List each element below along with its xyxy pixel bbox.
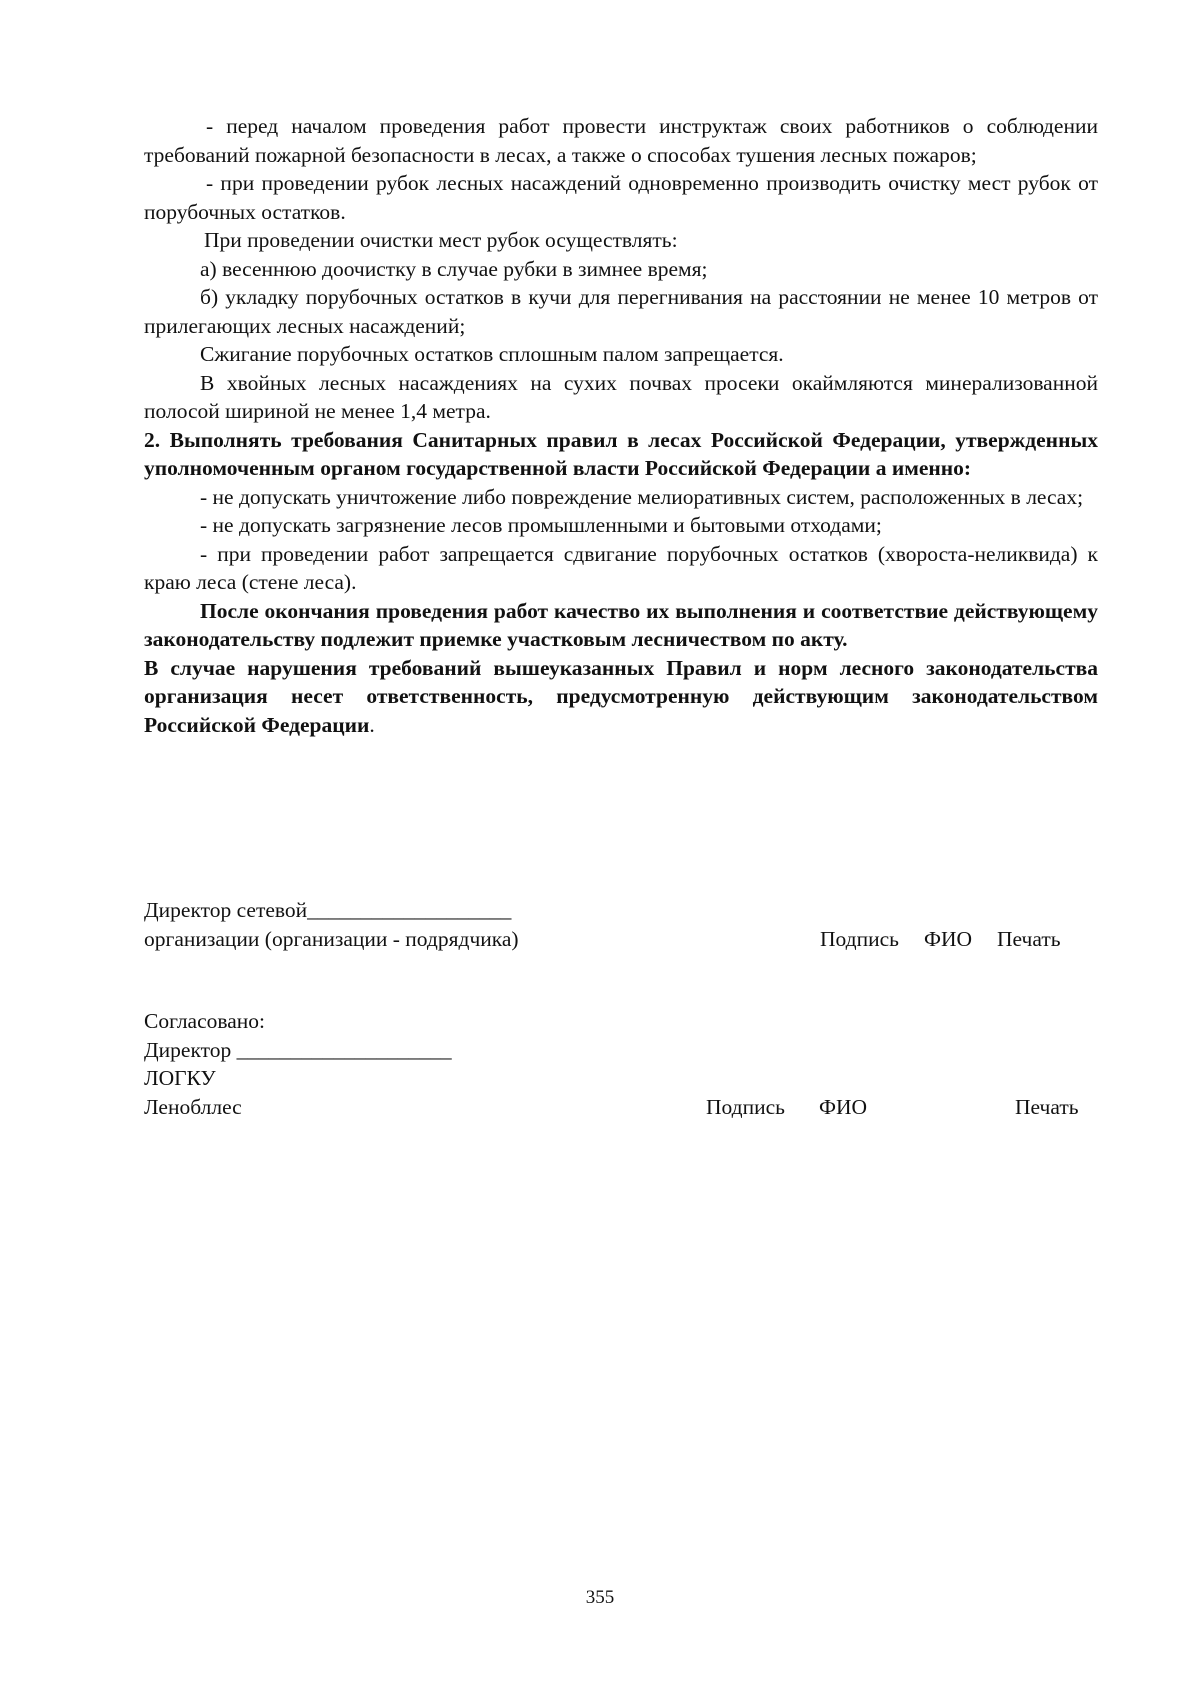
paragraph-item-a: а) весеннюю доочистку в случае рубки в зимнее время; (200, 256, 708, 281)
contractor-name-label: ФИО (924, 926, 973, 951)
approval-signature-label: Подпись (706, 1094, 785, 1119)
signature-block-contractor (144, 896, 1098, 953)
paragraph-liability (144, 654, 1098, 740)
contractor-signature-label: Подпись (820, 926, 899, 951)
contractor-seal-label: Печать (997, 926, 1061, 951)
page-number: 355 (585, 1587, 615, 1608)
contractor-org-label: организации (организации - подрядчика) (144, 926, 519, 951)
liability-text: В случае нарушения требований вышеуказанных Правил и норм лесного законодательства организация несет ответственность, предусмотренную действующим законодательством Российской Федерации (144, 655, 1098, 737)
document-body (144, 112, 1098, 739)
paragraph-sanitary-rules-heading: 2. Выполнять требования Санитарных правил в лесах Российской Федерации, утвержденных уполномоченным органом государственной власти Российской Федерации а именно: (144, 427, 1098, 480)
paragraph-pollution: - не допускать загрязнение лесов промышленными и бытовыми отходами; (200, 513, 882, 537)
paragraph-brushwood: - при проведении работ запрещается сдвигание порубочных остатков (хвороста-неликвида) к краю леса (стене леса). (144, 541, 1098, 594)
paragraph-cleanup-intro: При проведении очистки мест рубок осуществлять: (204, 228, 678, 252)
contractor-director-line: Директор сетевой___________________ (144, 898, 512, 922)
paragraph-logging-cleanup: - при проведении рубок лесных насаждений одновременно производить очистку мест рубок от порубочных остатков. (144, 171, 1098, 224)
approval-agreed-label: Согласовано: (144, 1009, 266, 1033)
approval-name-label: ФИО (819, 1094, 868, 1119)
paragraph-conifer-strip: В хвойных лесных насаждениях на сухих почвах просеки окаймляются минерализованной полосой шириной не менее 1,4 метра. (144, 370, 1098, 423)
paragraph-item-b: б) укладку порубочных остатков в кучи для перегнивания на расстоянии не менее 10 метров от прилегающих лесных насаждений; (144, 285, 1098, 338)
paragraph-burning-prohibited: Сжигание порубочных остатков сплошным палом запрещается. (200, 342, 784, 366)
paragraph-melioration: - не допускать уничтожение либо повреждение мелиоративных систем, расположенных в лесах; (200, 484, 1084, 509)
approval-org-line2: Ленобллес (144, 1094, 242, 1119)
approval-seal-label: Печать (1015, 1094, 1079, 1119)
paragraph-fire-briefing: - перед началом проведения работ провести инструктаж своих работников о соблюдении требований пожарной безопасности в лесах, а также о способах тушения лесных пожаров; (144, 114, 1098, 167)
approval-org-line1: ЛОГКУ (144, 1066, 216, 1090)
signature-block-approval (144, 1007, 1098, 1121)
liability-period: . (369, 712, 375, 737)
approval-director-line: Директор ____________________ (144, 1037, 452, 1062)
paragraph-acceptance: После окончания проведения работ качество их выполнения и соответствие действующему законодательству подлежит приемке участковым лесничеством по акту. (144, 598, 1098, 651)
